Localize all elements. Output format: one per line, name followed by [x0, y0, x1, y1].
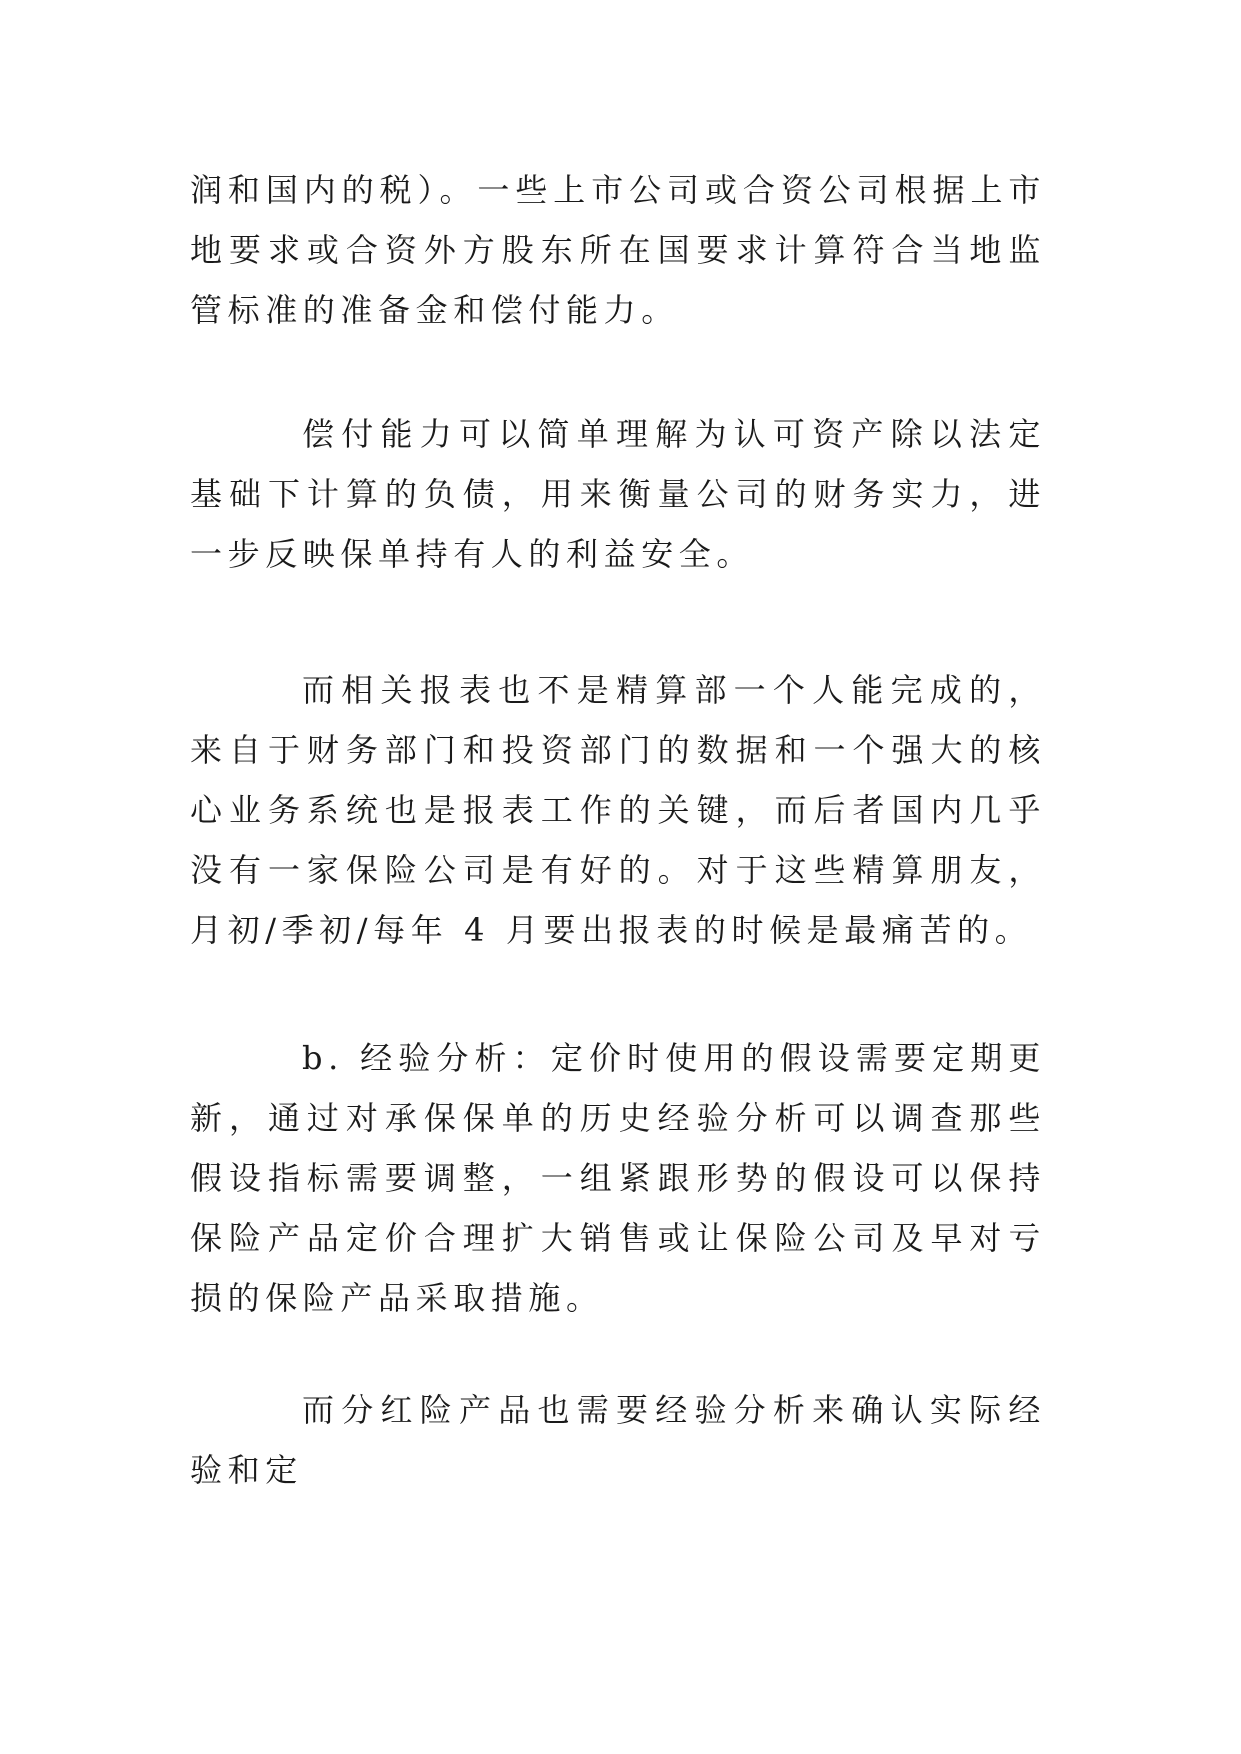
paragraph-2: 偿付能力可以简单理解为认可资产除以法定基础下计算的负债，用来衡量公司的财务实力，进一步反映保单持有人的利益安全。	[190, 415, 1046, 573]
paragraph-1: 润和国内的税）。一些上市公司或合资公司根据上市地要求或合资外方股东所在国要求计算符合当地监管标准的准备金和偿付能力。	[190, 171, 1046, 329]
paragraph-5: 而分红险产品也需要经验分析来确认实际经验和定	[190, 1391, 1046, 1489]
paragraph-3: 而相关报表也不是精算部一个人能完成的，来自于财务部门和投资部门的数据和一个强大的核心业务系统也是报表工作的关键，而后者国内几乎没有一家保险公司是有好的。对于这些精算朋友，月初/季初/每年 4 月要出报表的时候是最痛苦的。	[190, 671, 1046, 949]
paragraph-4: b. 经验分析：定价时使用的假设需要定期更新，通过对承保保单的历史经验分析可以调查那些假设指标需要调整，一组紧跟形势的假设可以保持保险产品定价合理扩大销售或让保险公司及早对亏损的保险产品采取措施。	[190, 1039, 1046, 1317]
